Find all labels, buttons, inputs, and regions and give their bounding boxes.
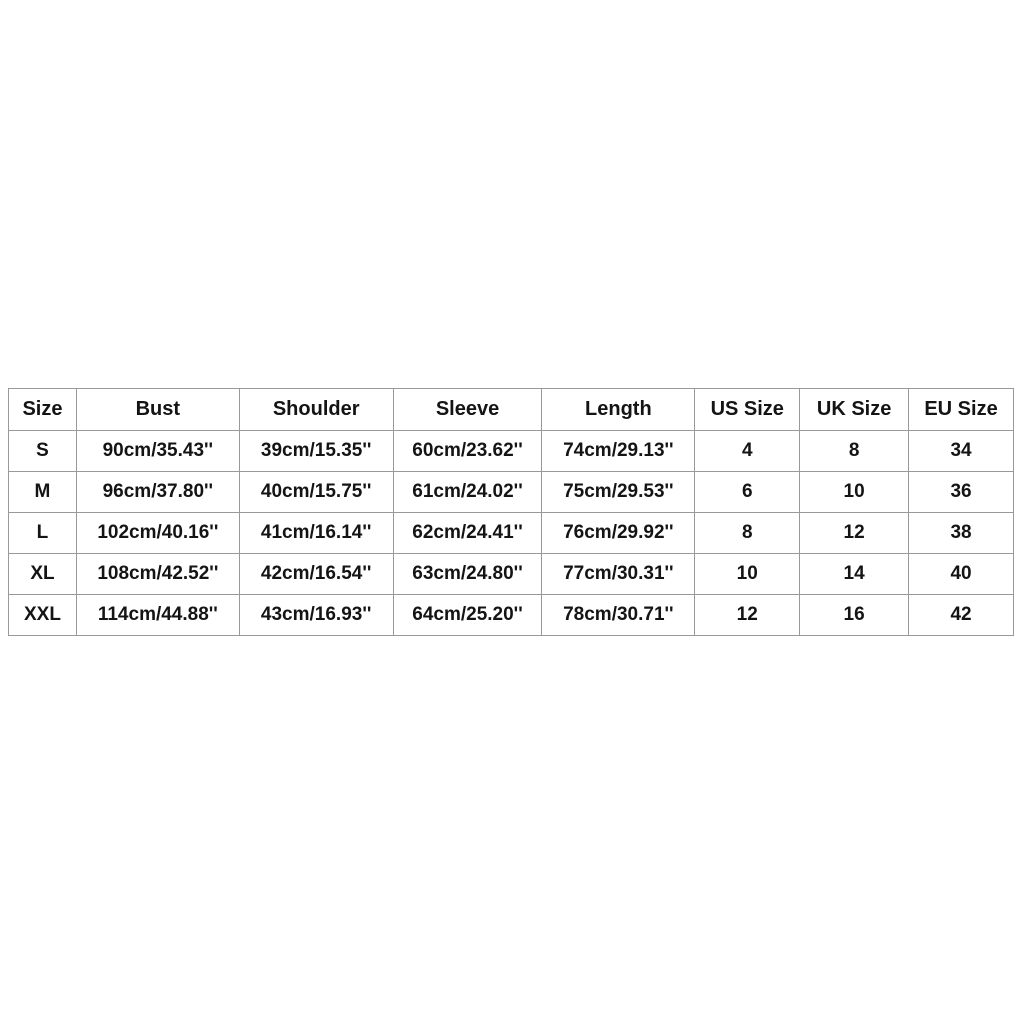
column-header-uk-size: UK Size xyxy=(800,389,909,431)
measurement-cell: 90cm/35.43'' xyxy=(76,431,239,472)
measurement-cell: 114cm/44.88'' xyxy=(76,595,239,636)
measurement-cell: 8 xyxy=(800,431,909,472)
header-row xyxy=(9,389,1014,431)
measurement-cell: 40cm/15.75'' xyxy=(239,472,393,513)
measurement-cell: 10 xyxy=(695,554,800,595)
column-header-us-size: US Size xyxy=(695,389,800,431)
column-header-bust: Bust xyxy=(76,389,239,431)
measurement-cell: 60cm/23.62'' xyxy=(393,431,542,472)
table-row-xl xyxy=(9,554,1014,595)
size-chart-table xyxy=(8,388,1014,636)
size-label-cell: M xyxy=(9,472,77,513)
size-label-cell: L xyxy=(9,513,77,554)
measurement-cell: 78cm/30.71'' xyxy=(542,595,695,636)
table-row-xxl xyxy=(9,595,1014,636)
measurement-cell: 39cm/15.35'' xyxy=(239,431,393,472)
measurement-cell: 8 xyxy=(695,513,800,554)
measurement-cell: 6 xyxy=(695,472,800,513)
measurement-cell: 62cm/24.41'' xyxy=(393,513,542,554)
measurement-cell: 41cm/16.14'' xyxy=(239,513,393,554)
measurement-cell: 77cm/30.31'' xyxy=(542,554,695,595)
measurement-cell: 4 xyxy=(695,431,800,472)
measurement-cell: 36 xyxy=(909,472,1014,513)
measurement-cell: 12 xyxy=(695,595,800,636)
size-label-cell: XL xyxy=(9,554,77,595)
table-body xyxy=(9,431,1014,636)
measurement-cell: 96cm/37.80'' xyxy=(76,472,239,513)
measurement-cell: 40 xyxy=(909,554,1014,595)
size-label-cell: S xyxy=(9,431,77,472)
measurement-cell: 74cm/29.13'' xyxy=(542,431,695,472)
size-label-cell: XXL xyxy=(9,595,77,636)
column-header-length: Length xyxy=(542,389,695,431)
measurement-cell: 42cm/16.54'' xyxy=(239,554,393,595)
column-header-shoulder: Shoulder xyxy=(239,389,393,431)
measurement-cell: 14 xyxy=(800,554,909,595)
measurement-cell: 75cm/29.53'' xyxy=(542,472,695,513)
table-row-l xyxy=(9,513,1014,554)
measurement-cell: 16 xyxy=(800,595,909,636)
measurement-cell: 38 xyxy=(909,513,1014,554)
measurement-cell: 34 xyxy=(909,431,1014,472)
table-row-m xyxy=(9,472,1014,513)
table-header xyxy=(9,389,1014,431)
measurement-cell: 63cm/24.80'' xyxy=(393,554,542,595)
measurement-cell: 64cm/25.20'' xyxy=(393,595,542,636)
measurement-cell: 76cm/29.92'' xyxy=(542,513,695,554)
measurement-cell: 10 xyxy=(800,472,909,513)
column-header-size: Size xyxy=(9,389,77,431)
column-header-sleeve: Sleeve xyxy=(393,389,542,431)
measurement-cell: 102cm/40.16'' xyxy=(76,513,239,554)
measurement-cell: 43cm/16.93'' xyxy=(239,595,393,636)
measurement-cell: 42 xyxy=(909,595,1014,636)
measurement-cell: 108cm/42.52'' xyxy=(76,554,239,595)
measurement-cell: 12 xyxy=(800,513,909,554)
column-header-eu-size: EU Size xyxy=(909,389,1014,431)
table-row-s xyxy=(9,431,1014,472)
measurement-cell: 61cm/24.02'' xyxy=(393,472,542,513)
